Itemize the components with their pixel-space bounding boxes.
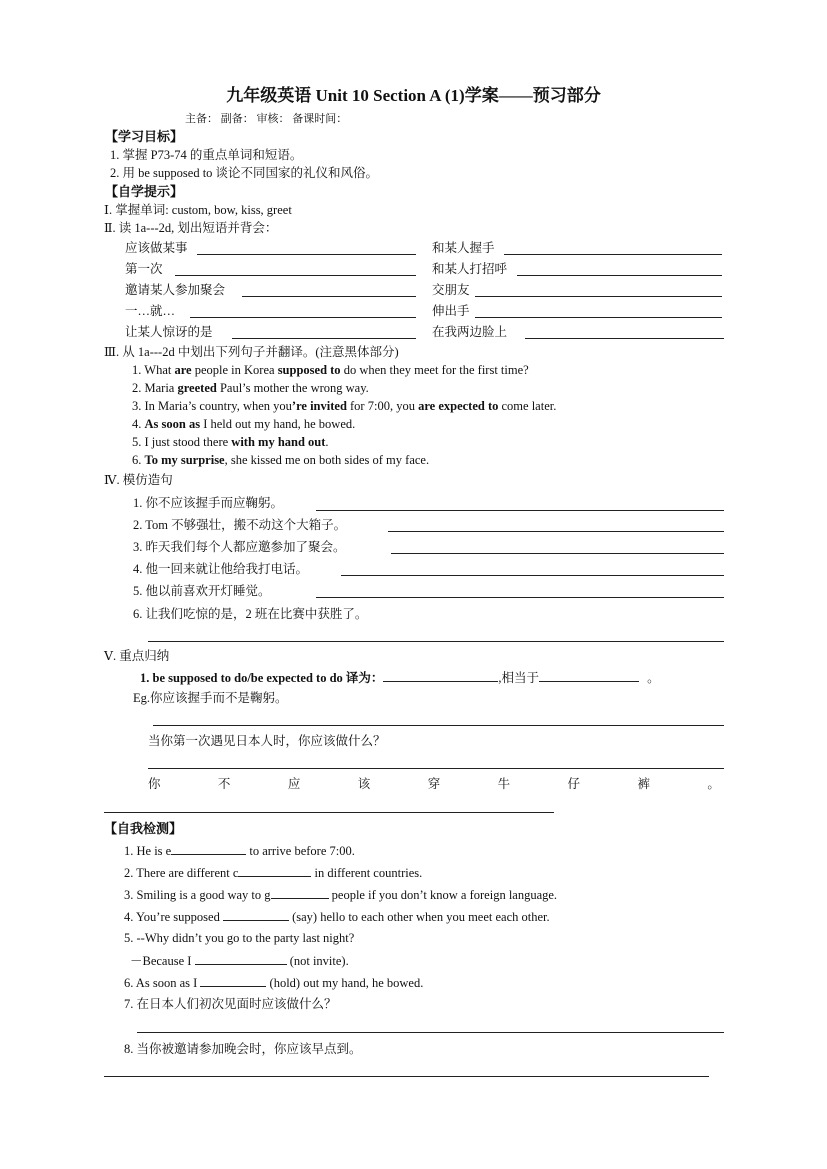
self-test-heading: 【自我检测】	[104, 821, 183, 836]
answer-line[interactable]	[148, 641, 724, 642]
example-sentence: Eg.你应该握手而不是鞠躬。	[133, 691, 288, 705]
phrase-label: 交朋友	[432, 283, 470, 297]
answer-line[interactable]	[197, 254, 416, 255]
answer-line[interactable]	[475, 317, 722, 318]
answer-line[interactable]	[232, 338, 416, 339]
phrase-label: 第一次	[125, 262, 163, 276]
test-item: 8. 当你被邀请参加晚会时，你应该早点到。	[124, 1042, 362, 1056]
sentence-item: 6. To my surprise, she kissed me on both sides of my face.	[132, 453, 430, 467]
answer-blank[interactable]	[539, 669, 639, 682]
test-item: 4. You’re supposed (say) hello to each other when you meet each other.	[124, 910, 550, 924]
answer-line[interactable]	[391, 553, 724, 554]
answer-line[interactable]	[341, 575, 724, 576]
sentence-item: 5. I just stood there with my hand out.	[132, 435, 329, 449]
phrase-label: 和某人握手	[432, 241, 495, 255]
answer-line[interactable]	[148, 768, 724, 769]
test-item: 7. 在日本人们初次见面时应该做什么？	[124, 997, 337, 1011]
phrase-label: 邀请某人参加聚会	[125, 283, 226, 297]
phrase-label: 和某人打招呼	[432, 262, 508, 276]
phrase-label: 在我两边脸上	[432, 325, 508, 339]
answer-line[interactable]	[175, 275, 416, 276]
answer-blank[interactable]	[238, 864, 311, 877]
question-jeans: 你 不 应 该 穿 牛 仔 裤 。	[148, 777, 720, 791]
answer-line[interactable]	[137, 1032, 724, 1033]
answer-blank[interactable]	[271, 886, 329, 899]
answer-blank[interactable]	[223, 908, 289, 921]
phrase-label: 让某人惊讶的是	[125, 325, 213, 339]
answer-blank[interactable]	[200, 974, 266, 987]
imitate-item: 3. 昨天我们每个人都应邀参加了聚会。	[133, 540, 346, 554]
goals-heading: 【学习目标】	[105, 129, 184, 144]
part4-instruction: Ⅳ. 模仿造句	[104, 473, 173, 487]
sentence-item: 2. Maria greeted Paul’s mother the wrong way.	[132, 381, 369, 395]
part2-instruction: Ⅱ. 读 1a---2d, 划出短语并背会：	[104, 221, 278, 235]
answer-line[interactable]	[316, 510, 724, 511]
imitate-item: 1. 你不应该握手而应鞠躬。	[133, 496, 284, 510]
page-title: 九年级英语 Unit 10 Section A (1)学案——预习部分	[226, 86, 601, 105]
sentence-item: 1. What are people in Korea supposed to do when they meet for the first time?	[132, 363, 529, 377]
test-item: 3. Smiling is a good way to g people if you don’t know a foreign language.	[124, 888, 558, 902]
answer-line[interactable]	[388, 531, 724, 532]
key-point: 1. be supposed to do/be expected to do 译为： ,相当于 。	[140, 671, 660, 685]
answer-line[interactable]	[104, 1076, 709, 1077]
imitate-item: 2. Tom 不够强壮，搬不动这个大箱子。	[133, 518, 347, 532]
answer-blank[interactable]	[171, 842, 246, 855]
part5-instruction: Ⅴ. 重点归纳	[104, 649, 170, 663]
part3-instruction: Ⅲ. 从 1a---2d 中划出下列句子并翻译。(注意黑体部分)	[104, 345, 399, 359]
imitate-item: 6. 让我们吃惊的是，2 班在比赛中获胜了。	[133, 607, 368, 621]
answer-line[interactable]	[504, 254, 722, 255]
answer-line[interactable]	[153, 725, 724, 726]
answer-line[interactable]	[242, 296, 416, 297]
sentence-item: 3. In Maria’s country, when you’re invited for 7:00, you are expected to come later.	[132, 399, 557, 413]
answer-line[interactable]	[104, 812, 554, 813]
test-item: 1. He is e to arrive before 7:00.	[124, 844, 355, 858]
answer-blank[interactable]	[383, 669, 498, 682]
phrase-label: 一…就…	[125, 304, 176, 318]
test-item: 2. There are different c in different countries.	[124, 866, 423, 880]
question-first-meet: 当你第一次遇见日本人时，你应该做什么？	[148, 734, 386, 748]
imitate-item: 5. 他以前喜欢开灯睡觉。	[133, 584, 271, 598]
answer-line[interactable]	[475, 296, 722, 297]
part1-words: Ⅰ. 掌握单词: custom, bow, kiss, greet	[104, 203, 292, 217]
test-item: 5. --Why didn’t you go to the party last night?	[124, 931, 355, 945]
phrase-label: 伸出手	[432, 304, 470, 318]
sentence-item: 4. As soon as I held out my hand, he bowed.	[132, 417, 356, 431]
answer-line[interactable]	[316, 597, 724, 598]
answer-line[interactable]	[517, 275, 722, 276]
answer-blank[interactable]	[195, 952, 287, 965]
answer-line[interactable]	[525, 338, 724, 339]
goal-item: 1. 掌握 P73-74 的重点单词和短语。	[110, 148, 303, 162]
imitate-item: 4. 他一回来就让他给我打电话。	[133, 562, 309, 576]
test-item: 6. As soon as I (hold) out my hand, he bowed.	[124, 976, 424, 990]
goal-item: 2. 用 be supposed to 谈论不同国家的礼仪和风俗。	[110, 166, 379, 180]
hints-heading: 【自学提示】	[105, 184, 184, 199]
test-item: －Because I (not invite).	[130, 954, 349, 968]
answer-line[interactable]	[190, 317, 416, 318]
preparer-meta: 主备： 副备： 审核： 备课时间：	[185, 113, 348, 125]
phrase-label: 应该做某事	[125, 241, 188, 255]
